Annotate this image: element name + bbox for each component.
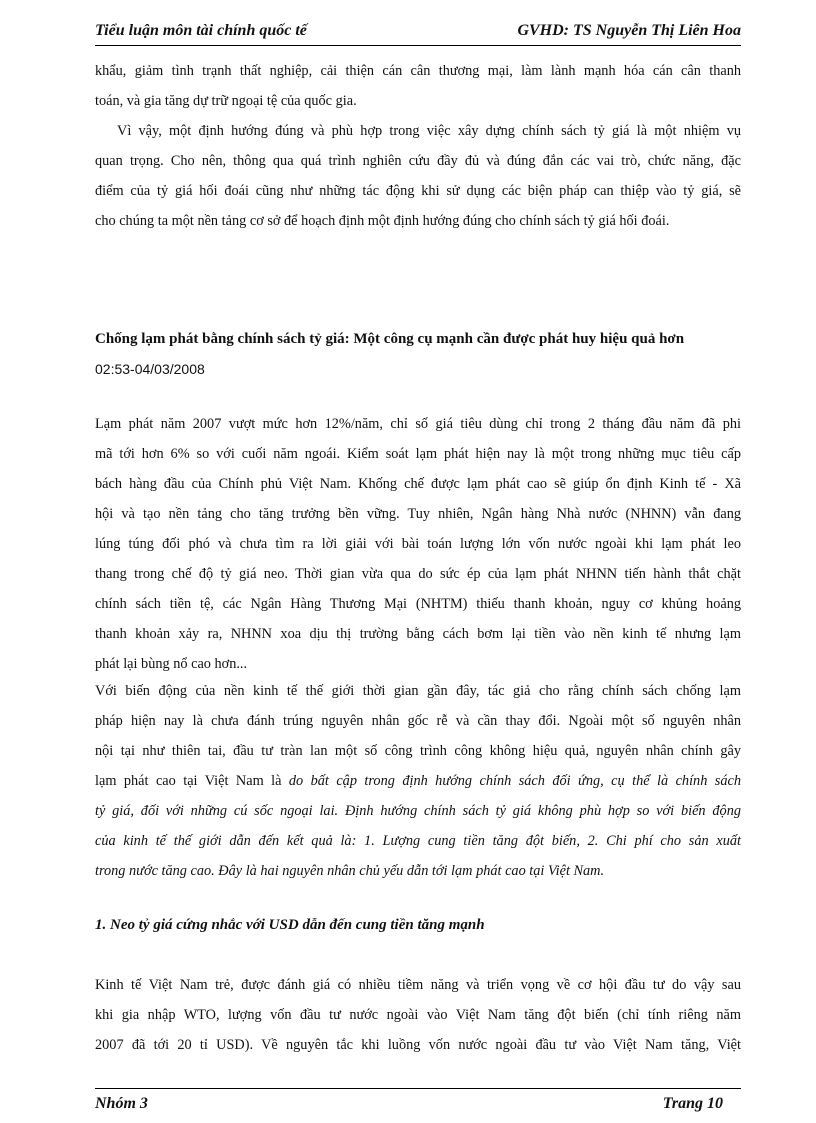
header-instructor: GVHD: TS Nguyễn Thị Liên Hoa: [517, 22, 741, 39]
paragraph-inflation: [95, 409, 741, 679]
footer-group: Nhóm 3: [95, 1095, 148, 1112]
text-emphasis: do bất cập trong định hướng chính sách đối ứng, cụ thể là chính sách: [288, 773, 741, 789]
text-line: toán, và gia tăng dự trữ ngoại tệ của quốc gia.: [95, 93, 357, 109]
text-line: 2007 đã tới 20 tỉ USD). Về nguyên tắc khi luồng vốn nước ngoài đầu tư vào Việt Nam tăng, Việt: [95, 1037, 741, 1053]
text-line: Kinh tế Việt Nam trẻ, được đánh giá có nhiều tiềm năng và triển vọng về cơ hội đầu tư do vậy sau: [95, 977, 741, 993]
text-line: Vì vậy, một định hướng đúng và phù hợp trong việc xây dựng chính sách tỷ giá là một nhiệm vụ: [117, 123, 741, 139]
header-rule: [95, 45, 741, 46]
text-line: điểm của tỷ giá hối đoái cũng như những tác động khi sử dụng các biện pháp can thiệp vào tỷ giá, sẽ: [95, 183, 741, 199]
text-line-emphasis: trong nước tăng cao. Đây là hai nguyên nhân chủ yếu dẫn tới lạm phát cao tại Việt Nam.: [95, 863, 605, 879]
page-number: Trang 10: [662, 1095, 723, 1112]
text-line: [95, 766, 741, 796]
article-date: 02:53-04/03/2008: [95, 361, 205, 377]
text-line: khẩu, giảm tình trạnh thất nghiệp, cải thiện cán cân thương mại, làm lành mạnh hóa cán cân thanh: [95, 63, 741, 79]
text-line: nội tại như thiên tai, đầu tư tràn lan một số công trình công không hiệu quả, nguyên nhân chính gây: [95, 743, 741, 759]
text-line: pháp hiện nay là chưa đánh trúng nguyên nhân gốc rễ và cần thay đổi. Ngoài một số nguyên nhân: [95, 713, 741, 729]
section-1: [95, 910, 741, 940]
text-normal: lạm phát cao tại Việt Nam là: [95, 773, 289, 789]
section-heading: 1. Neo tỷ giá cứng nhắc với USD dẫn đến cung tiền tăng mạnh: [95, 917, 485, 933]
text-line: quan trọng. Cho nên, thông qua quá trình nghiên cứu đầy đủ và đúng đắn các vai trò, chức năng, đặc: [95, 153, 741, 169]
text-line-emphasis: của kinh tế thế giới dẫn đến kết quả là: 1. Lượng cung tiền tăng đột biến, 2. Chi phí cho sản xuất: [95, 833, 741, 849]
text-line: bách hàng đầu của Chính phủ Việt Nam. Khống chế được lạm phát cao sẽ giúp ổn định Kinh tế - Xã: [95, 476, 741, 492]
text-line: thang trong chế độ tỷ giá neo. Thời gian vừa qua do sức ép của lạm phát NHNN tiến hành thắt chặt: [95, 566, 741, 582]
text-line: hội và tạo nền tảng cho tăng trưởng bền vững. Tuy nhiên, Ngân hàng Nhà nước (NHNN) vẫn đang: [95, 506, 741, 522]
text-line: cho chúng ta một nền tảng cơ sở để hoạch định một định hướng đúng cho chính sách tỷ giá hối đoái.: [95, 213, 670, 229]
text-line: Lạm phát năm 2007 vượt mức hơn 12%/năm, chỉ số giá tiêu dùng chỉ trong 2 tháng đầu năm đã phi: [95, 416, 741, 432]
page-header: [95, 18, 741, 46]
text-line: mã tới hơn 6% so với cuối năm ngoái. Kiểm soát lạm phát hiện nay là một trong những mục tiêu cấp: [95, 446, 741, 462]
page-footer: [95, 1088, 741, 1115]
text-line: khi gia nhập WTO, lượng vốn đầu tư nước ngoài vào Việt Nam tăng đột biến (chỉ tính riêng năm: [95, 1007, 741, 1023]
article-header: [95, 324, 741, 384]
intro-paragraphs: [95, 56, 741, 236]
text-line: lúng túng đối phó và chưa tìm ra lời giải với bài toán lượng lớn vốn nước ngoài khi lạm phát leo: [95, 536, 741, 552]
header-course-title: Tiểu luận môn tài chính quốc tế: [95, 22, 307, 39]
text-line: thanh khoản xảy ra, NHNN xoa dịu thị trường bằng cách bơm lại tiền vào nền kinh tế nhưng lạm: [95, 626, 741, 642]
text-line-emphasis: tỷ giá, đối với những cú sốc ngoại lai. Định hướng chính sách tỷ giá không phù hợp so với biến động: [95, 803, 741, 819]
text-line: phát lại bùng nổ cao hơn...: [95, 656, 248, 672]
text-line: Với biến động của nền kinh tế thế giới thời gian gần đây, tác giả cho rằng chính sách chống lạm: [95, 683, 741, 699]
article-title: Chống lạm phát bằng chính sách tỷ giá: Một công cụ mạnh cần được phát huy hiệu quả hơn: [95, 331, 685, 347]
text-line: chính sách tiền tệ, các Ngân Hàng Thương Mại (NHTM) thiếu thanh khoản, nguy cơ khủng hoảng: [95, 596, 741, 612]
paragraph-fdi: [95, 970, 741, 1060]
paragraph-causes: [95, 676, 741, 886]
